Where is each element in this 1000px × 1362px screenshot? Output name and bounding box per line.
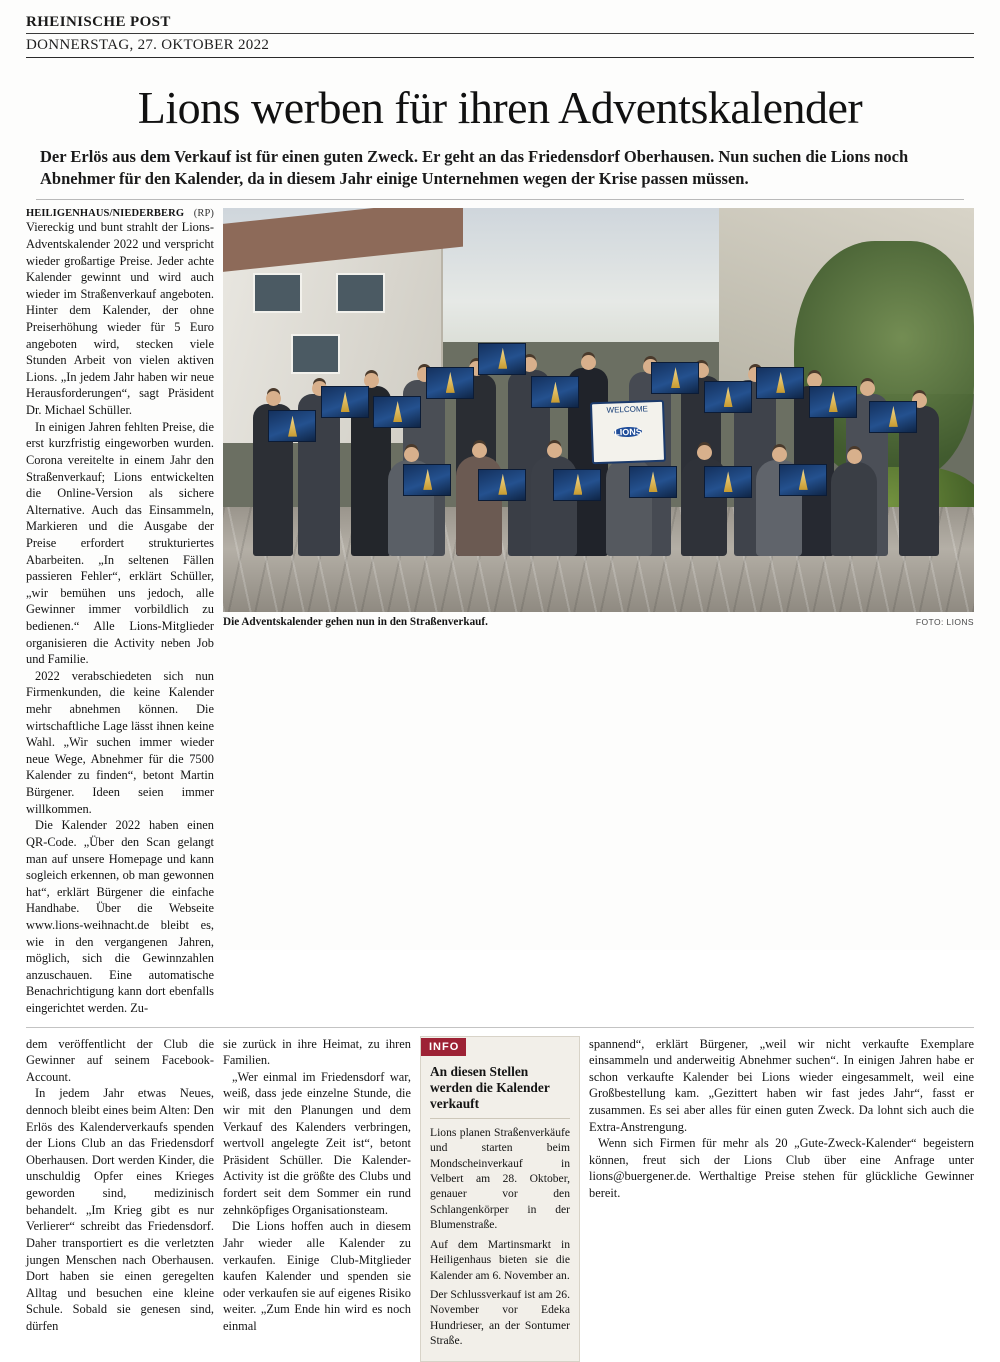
advent-calendar	[629, 466, 677, 498]
advent-calendar	[321, 386, 369, 418]
paragraph: In einigen Jahren fehlten Preise, die erst kurzfristig eingeworben wurden. Corona vereitelte in einem Jahr den Straßenverkauf; Lions entwickelten die Online-Version als sichere Alternative. Auch das Einsammeln, Markieren und die Ausgabe der Preise erfordert strukturiertes Abarbeiten. „In seltenen Fällen passieren Fehler“, erklärt Schüller, „wir bemühen uns jedoch, alle Gewinner immer vorbildlich zu bedienen.“ Alle Lions-Mitglieder organisieren die Activity neben Job und Familie.	[26, 419, 214, 667]
article-photo	[223, 208, 974, 612]
person-head	[860, 381, 875, 396]
advent-calendar	[756, 367, 804, 399]
person-head	[772, 447, 787, 462]
advent-calendar	[531, 376, 579, 408]
photo-group-of-people	[223, 313, 974, 555]
lions-logo: LIONS	[614, 425, 642, 437]
advent-calendar	[809, 386, 857, 418]
paragraph: Lions planen Straßenverkäufe und starten beim Mondscheinverkauf in Velbert am 28. Oktober, genauer vor den Schlangenkörper in der Blumenstraße.	[430, 1125, 570, 1232]
lions-welcome-banner	[590, 399, 666, 464]
text-column-3	[589, 1036, 974, 1362]
advent-calendar	[553, 469, 601, 501]
paragraph: „Wer einmal im Friedensdorf war, weiß, dass jede einzelne Stunde, die wir mit den Planungen und dem Verkauf des Kalenders verbringen, wertvoll angelegte Zeit ist“, betont Präsident Schüller. Die Kalender-Activity ist die größte des Clubs und fordert seit dem Sommer ein rund zehnköpfiges Organisationsteam.	[223, 1069, 411, 1217]
text-column-2	[223, 1036, 411, 1362]
lead-text	[26, 219, 214, 1016]
paragraph: Die Kalender 2022 haben einen QR-Code. „Über den Scan gelangt man auf unsere Homepage und kann sogleich erkennen, ob man gewonnen hat“, erklärt Bürgener die einfache Handhabe. Über die Webseite www.lions-weihnacht.de bleibt es, wie in den vergangenen Jahren, möglich, sich die Gewinnzahlen anzuschauen. Eine automatische Benachrichtigung kann dort ebenfalls eingerichtet werden. Zu-	[26, 818, 214, 1015]
paragraph: sie zurück in ihre Heimat, zu ihren Familien.	[223, 1036, 411, 1068]
advent-calendar	[651, 362, 699, 394]
advent-calendar	[478, 469, 526, 501]
photo-credit: FOTO: LIONS	[915, 617, 974, 628]
person-head	[581, 355, 596, 370]
article-top	[26, 208, 974, 1016]
paragraph: Wenn sich Firmen für mehr als 20 „Gute-Zweck-Kalender“ begeistern können, freut sich der Lions Club über eine Anfrage unter lions@buergener.de. Werthaltige Preise stehen für glückliche Gewinner bereit.	[589, 1136, 974, 1201]
person-head	[472, 443, 487, 458]
lead-column	[26, 208, 214, 1016]
photo-window	[336, 273, 385, 313]
photo-window	[253, 273, 302, 313]
paragraph: In jedem Jahr etwas Neues, dennoch bleibt eines beim Alten: Den Erlös des Kalenderverkaufs spenden der Lions Club an das Friedensdorf Oberhausen. Dort werden Kinder, die unschuldig Opfer eines Krieges geworden sind, medizinisch behandelt. „Im Krieg gibt es nur Verlierer“ schreibt das Friedensdorf. Daher transportiert es die verletzten jungen Menschen nach Oberhausen. Dort haben sie einen geregelten Alltag und besuchen eine kleine Schule. Sobald sie genesen sind, dürfen	[26, 1086, 214, 1333]
dateline	[26, 208, 214, 219]
photo-block	[223, 208, 974, 1016]
paper-date: DONNERSTAG, 27. OKTOBER 2022	[26, 37, 270, 53]
person-head	[697, 445, 712, 460]
paragraph: dem veröffentlicht der Club die Gewinner auf seinem Facebook-Account.	[26, 1036, 214, 1084]
divider	[36, 199, 964, 200]
person-head	[547, 443, 562, 458]
advent-calendar	[779, 464, 827, 496]
paper-name: RHEINISCHE POST	[26, 14, 974, 34]
person-head	[847, 449, 862, 464]
dateline-source: (RP)	[193, 208, 214, 220]
photo-caption: Die Adventskalender gehen nun in den Straßenverkauf.	[223, 616, 488, 629]
paragraph: Viereckig und bunt strahlt der Lions-Adventskalender 2022 und verspricht wieder großartige Preise. Jeder achte Kalender gewinnt und wird auch wieder im Straßenverkauf angeboten. Hinter dem Kalender, der ohne Preiserhöhung wieder für 5 Euro angeboten wird, stecken viele Stunden Arbeit von vielen aktiven Lions. „In jedem Jahr haben wir neue Herausforderungen“, sagt Präsident Dr. Michael Schüller.	[26, 220, 214, 418]
person	[831, 462, 877, 556]
person-head	[404, 447, 419, 462]
paragraph: 2022 verabschiedeten sich nun Firmenkunden, die keine Kalender mehr abnehmen können. Die wirtschaftliche Lage lässt ihnen keine Wahl. „Wir suchen immer wieder neue Wege, Abnehmer für die 7500 Kalender zu finden“, betont Martin Bürgener. Ideen seien immer willkommen.	[26, 668, 214, 816]
headline-area	[26, 84, 974, 200]
banner-text: WELCOME	[606, 403, 649, 415]
advent-calendar	[403, 464, 451, 496]
paragraph: Die Lions hoffen auch in diesem Jahr wieder alle Kalender zu verkaufen. Einige Club-Mitglieder kaufen Kalender und spenden sie oder verkaufen sie auf eigenes Risiko weiter. „Zum Ende hin wird es noch einmal	[223, 1219, 411, 1333]
paragraph: spannend“, erklärt Bürgener, „weil wir nicht verkaufte Exemplare einsammeln und anderweitig Abnehmer suchen“. In einigen Jahren habe er schon verkaufte Kalender bei Lions wieder eingesammelt, weil eine Großbestellung kam. „Gezittert haben wir fast jedes Jahr“, fasst er zusammen. Es sei aber alles für einen guten Zweck. Da lohnt sich auch die Extra-Anstrengung.	[589, 1036, 974, 1134]
advent-calendar	[478, 343, 526, 375]
dateline-place: HEILIGENHAUS/NIEDERBERG	[26, 208, 185, 220]
person-head	[266, 391, 281, 406]
advent-calendar	[704, 466, 752, 498]
page-title: Lions werben für ihren Adventskalender	[137, 82, 863, 133]
advent-calendar	[704, 381, 752, 413]
info-box-text	[430, 1125, 570, 1349]
advent-calendar	[426, 367, 474, 399]
advent-calendar	[373, 396, 421, 428]
caption-row	[223, 612, 974, 628]
masthead	[26, 14, 974, 58]
info-badge: INFO	[421, 1038, 466, 1056]
text-column-1	[26, 1036, 214, 1362]
info-box	[420, 1036, 580, 1362]
article-lower-columns	[26, 1027, 974, 1362]
advent-calendar	[869, 401, 917, 433]
info-box-body	[421, 1056, 579, 1361]
article-subhead: Der Erlös aus dem Verkauf ist für einen guten Zweck. Er geht an das Friedensdorf Oberhausen. Nun suchen die Lions noch Abnehmer für den Kalender, da in diesem Jahr einige Unternehmen wegen der Krise passen müssen.	[40, 146, 909, 188]
advent-calendar	[268, 410, 316, 442]
info-box-title: An diesen Stellen werden die Kalender verkauft	[430, 1064, 570, 1119]
paragraph: Auf dem Martinsmarkt in Heiligenhaus bieten sie die Kalender am 6. November an.	[430, 1237, 570, 1282]
paragraph: Der Schlussverkauf ist am 26. November vor Edeka Hundrieser, an der Sontumer Straße.	[430, 1287, 570, 1348]
